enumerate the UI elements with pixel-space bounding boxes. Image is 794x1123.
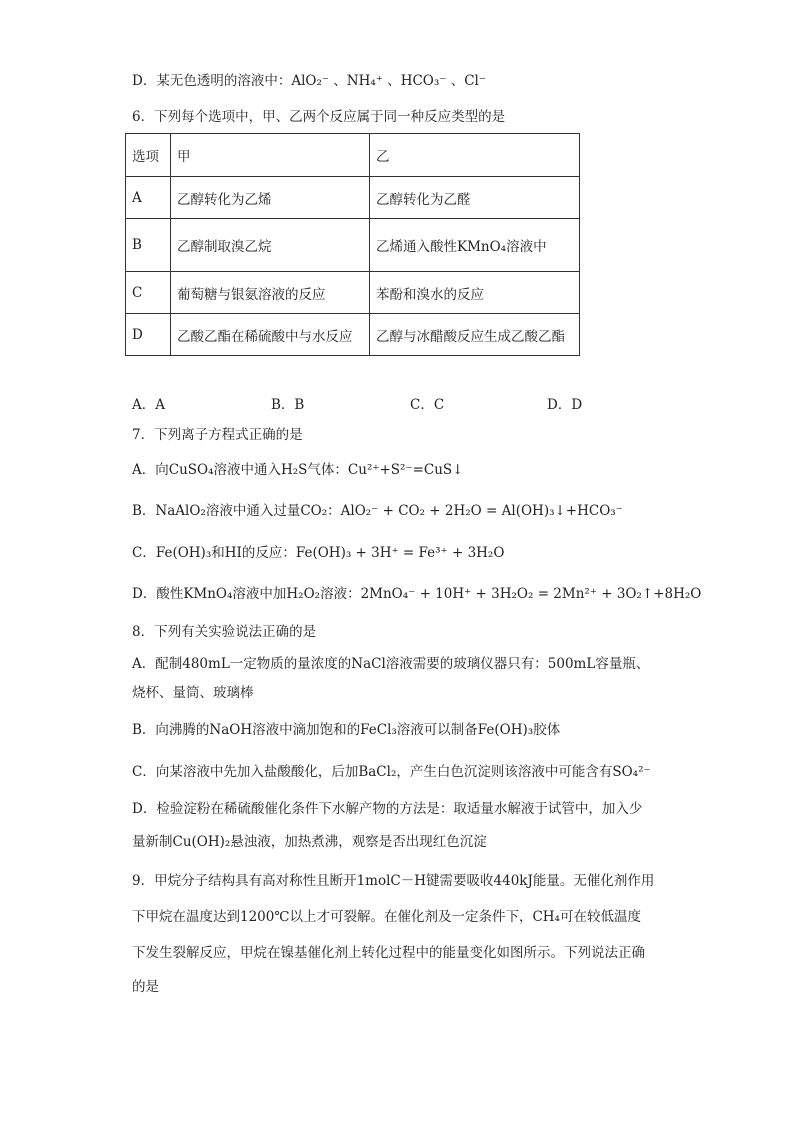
- cell-jia: 葡萄糖与银氨溶液的反应: [171, 272, 370, 314]
- q5d-ions: AlO₂⁻ 、NH₄⁺ 、HCO₃⁻ 、Cl⁻: [291, 73, 486, 89]
- q9-line2: 下甲烷在温度达到1200℃以上才可裂解。在催化剂及一定条件下，CH₄可在较低温度: [132, 909, 641, 925]
- cell-yi: 苯酚和溴水的反应: [370, 272, 580, 314]
- cell-option: D: [126, 314, 171, 356]
- q6-stem: 6．下列每个选项中，甲、乙两个反应属于同一种反应类型的是: [132, 109, 506, 125]
- q7-stem: 7．下列离子方程式正确的是: [132, 427, 303, 443]
- cell-option: A: [126, 177, 171, 219]
- q8-option-a-line2: 烧杯、量筒、玻璃棒: [132, 685, 254, 701]
- cell-jia: 乙酸乙酯在稀硫酸中与水反应: [171, 314, 370, 356]
- cell-jia: 乙醇制取溴乙烷: [171, 219, 370, 272]
- table-row: [126, 177, 580, 219]
- q9-line3: 下发生裂解反应，甲烷在镍基催化剂上转化过程中的能量变化如图所示。下列说法正确: [132, 945, 645, 961]
- cell-yi: 乙醇转化为乙醛: [370, 177, 580, 219]
- q6-answer-b: B．B: [271, 397, 305, 413]
- q7-option-a: A．向CuSO₄溶液中通入H₂S气体：Cu²⁺+S²⁻=CuS↓: [132, 462, 464, 478]
- table-row: [126, 272, 580, 314]
- q8-stem: 8．下列有关实验说法正确的是: [132, 624, 317, 640]
- q6-options-table: [125, 133, 580, 356]
- q8-option-d-line2: 量新制Cu(OH)₂悬浊液，加热煮沸，观察是否出现红色沉淀: [132, 834, 487, 850]
- q9-line4: 的是: [132, 979, 159, 995]
- q8-option-b: B．向沸腾的NaOH溶液中滴加饱和的FeCl₃溶液可以制备Fe(OH)₃胶体: [132, 722, 561, 738]
- cell-jia: 乙醇转化为乙烯: [171, 177, 370, 219]
- q7-option-d: D．酸性KMnO₄溶液中加H₂O₂溶液：2MnO₄⁻ + 10H⁺ + 3H₂O₂ = 2Mn²⁺ + 3O₂↑+8H₂O: [132, 586, 702, 602]
- header-jia: 甲: [171, 134, 370, 177]
- header-option: 选项: [126, 134, 171, 177]
- q8-option-d-line1: D．检验淀粉在稀硫酸催化条件下水解产物的方法是：取适量水解液于试管中，加入少: [132, 801, 643, 817]
- table-row: [126, 219, 580, 272]
- q7-option-b: B．NaAlO₂溶液中通入过量CO₂：AlO₂⁻ + CO₂ + 2H₂O = Al(OH)₃↓+HCO₃⁻: [132, 503, 623, 519]
- q9-line1: 9．甲烷分子结构具有高对称性且断开1molC－H键需要吸收440kJ能量。无催化剂作用: [132, 873, 655, 889]
- cell-option: C: [126, 272, 171, 314]
- q7-option-c: C．Fe(OH)₃和HI的反应：Fe(OH)₃ + 3H⁺ = Fe³⁺ + 3H₂O: [132, 545, 505, 561]
- header-yi: 乙: [370, 134, 580, 177]
- table-header-row: [126, 134, 580, 177]
- q5d-label: D．某无色透明的溶液中：: [132, 73, 292, 89]
- q8-option-c: C．向某溶液中先加入盐酸酸化，后加BaCl₂，产生白色沉淀则该溶液中可能含有SO₄²⁻: [132, 764, 651, 780]
- q6-answer-c: C．C: [410, 397, 445, 413]
- q6-answer-a: A．A: [132, 397, 165, 413]
- q5-option-d: [132, 71, 486, 91]
- cell-yi: 乙醇与冰醋酸反应生成乙酸乙酯: [370, 314, 580, 356]
- cell-yi: 乙烯通入酸性KMnO₄溶液中: [370, 219, 580, 272]
- q8-option-a-line1: A．配制480mL一定物质的量浓度的NaCl溶液需要的玻璃仪器只有：500mL容量瓶、: [132, 656, 650, 672]
- cell-option: B: [126, 219, 171, 272]
- table-row: [126, 314, 580, 356]
- q6-answer-d: D．D: [547, 397, 583, 413]
